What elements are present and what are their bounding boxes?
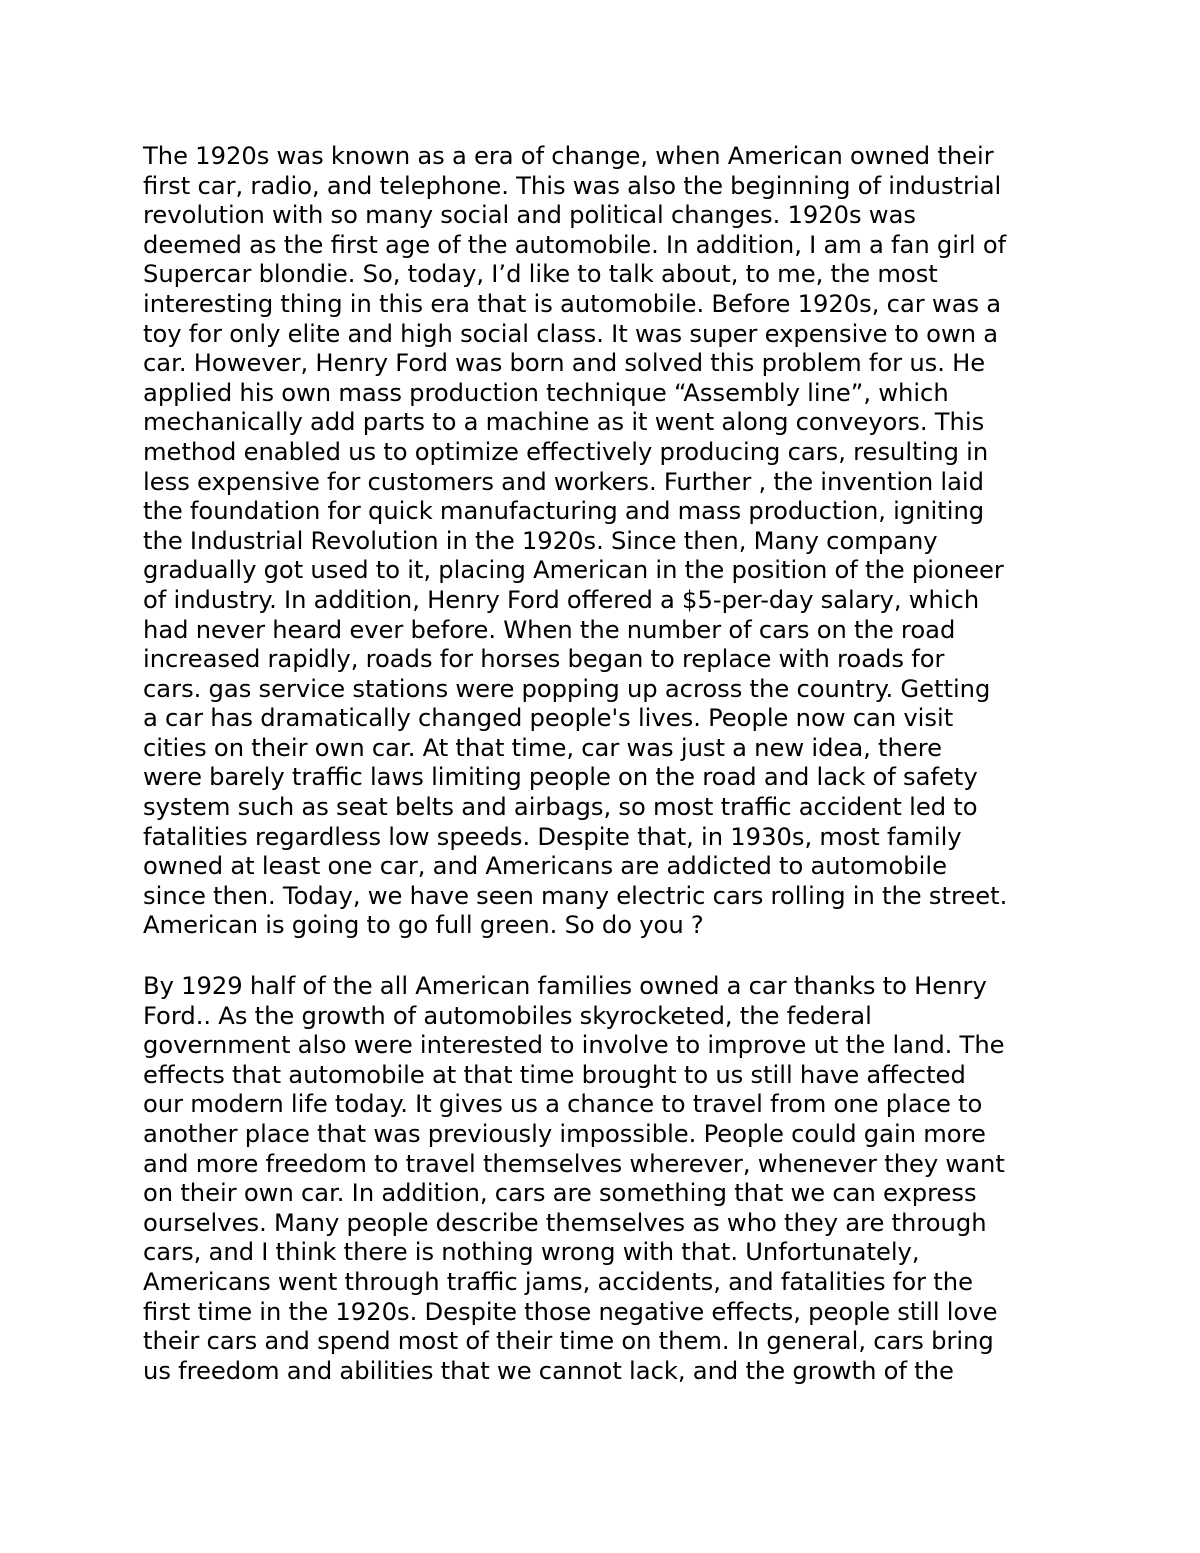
text-line: cars, and I think there is nothing wrong with that. Unfortunately, [143, 1238, 920, 1267]
text-line: and more freedom to travel themselves wherever, whenever they want [143, 1149, 1005, 1178]
text-line: us freedom and abilities that we cannot lack, and the growth of the [143, 1356, 954, 1385]
text-line: the foundation for quick manufacturing and mass production, igniting [143, 497, 985, 526]
text-line: another place that was previously impossible. People could gain more [143, 1119, 986, 1148]
text-line: ourselves. Many people describe themselves as who they are through [143, 1208, 987, 1237]
text-line: system such as seat belts and airbags, so most traffic accident led to [143, 793, 978, 822]
text-line: Supercar blondie. So, today, I’d like to talk about, to me, the most [143, 260, 938, 289]
text-line: their cars and spend most of their time on them. In general, cars bring [143, 1327, 994, 1356]
text-line: first time in the 1920s. Despite those negative effects, people still love [143, 1297, 998, 1326]
text-line: cars. gas service stations were popping up across the country. Getting [143, 674, 991, 703]
text-line: car. However, Henry Ford was born and solved this problem for us. He [143, 349, 986, 378]
text-line: Ford.. As the growth of automobiles skyrocketed, the federal [143, 1001, 872, 1030]
text-line: The 1920s was known as a era of change, when American owned their [143, 142, 994, 170]
text-line: owned at least one car, and Americans are addicted to automobile [143, 852, 947, 881]
text-line: government also were interested to involve to improve ut the land. The [143, 1031, 1005, 1060]
text-line: By 1929 half of the all American families owned a car thanks to Henry [143, 972, 987, 1000]
paragraph-1 [143, 142, 1073, 941]
text-line: were barely traffic laws limiting people on the road and lack of safety [143, 763, 978, 792]
text-line: on their own car. In addition, cars are something that we can express [143, 1179, 977, 1208]
text-line: a car has dramatically changed people's lives. People now can visit [143, 704, 954, 733]
text-line: toy for only elite and high social class. It was super expensive to own a [143, 319, 999, 348]
text-line: fatalities regardless low speeds. Despite that, in 1930s, most family [143, 822, 962, 851]
text-line: mechanically add parts to a machine as it went along conveyors. This [143, 408, 985, 437]
text-line: our modern life today. It gives us a chance to travel from one place to [143, 1090, 983, 1119]
text-line: applied his own mass production technique “Assembly line”, which [143, 378, 949, 407]
text-line: less expensive for customers and workers. Further , the invention laid [143, 467, 984, 496]
text-line: first car, radio, and telephone. This was also the beginning of industrial [143, 171, 1002, 200]
text-line: gradually got used to it, placing American in the position of the pioneer [143, 556, 1004, 585]
text-line: effects that automobile at that time brought to us still have affected [143, 1060, 966, 1089]
text-line: method enabled us to optimize effectively producing cars, resulting in [143, 437, 989, 466]
text-line: since then. Today, we have seen many electric cars rolling in the street. [143, 881, 1008, 910]
text-line: deemed as the first age of the automobile. In addition, I am a fan girl of [143, 230, 1007, 259]
text-line: had never heard ever before. When the number of cars on the road [143, 615, 956, 644]
paragraph-2 [143, 972, 1073, 1386]
text-line: interesting thing in this era that is automobile. Before 1920s, car was a [143, 289, 1002, 318]
text-line: Americans went through traffic jams, accidents, and fatalities for the [143, 1267, 973, 1296]
text-line: cities on their own car. At that time, car was just a new idea, there [143, 733, 943, 762]
text-line: American is going to go full green. So do you ? [143, 911, 704, 940]
text-line: the Industrial Revolution in the 1920s. Since then, Many company [143, 526, 938, 555]
text-line: of industry. In addition, Henry Ford offered a $5-per-day salary, which [143, 585, 980, 614]
text-line: revolution with so many social and political changes. 1920s was [143, 201, 916, 230]
text-line: increased rapidly, roads for horses began to replace with roads for [143, 645, 945, 674]
